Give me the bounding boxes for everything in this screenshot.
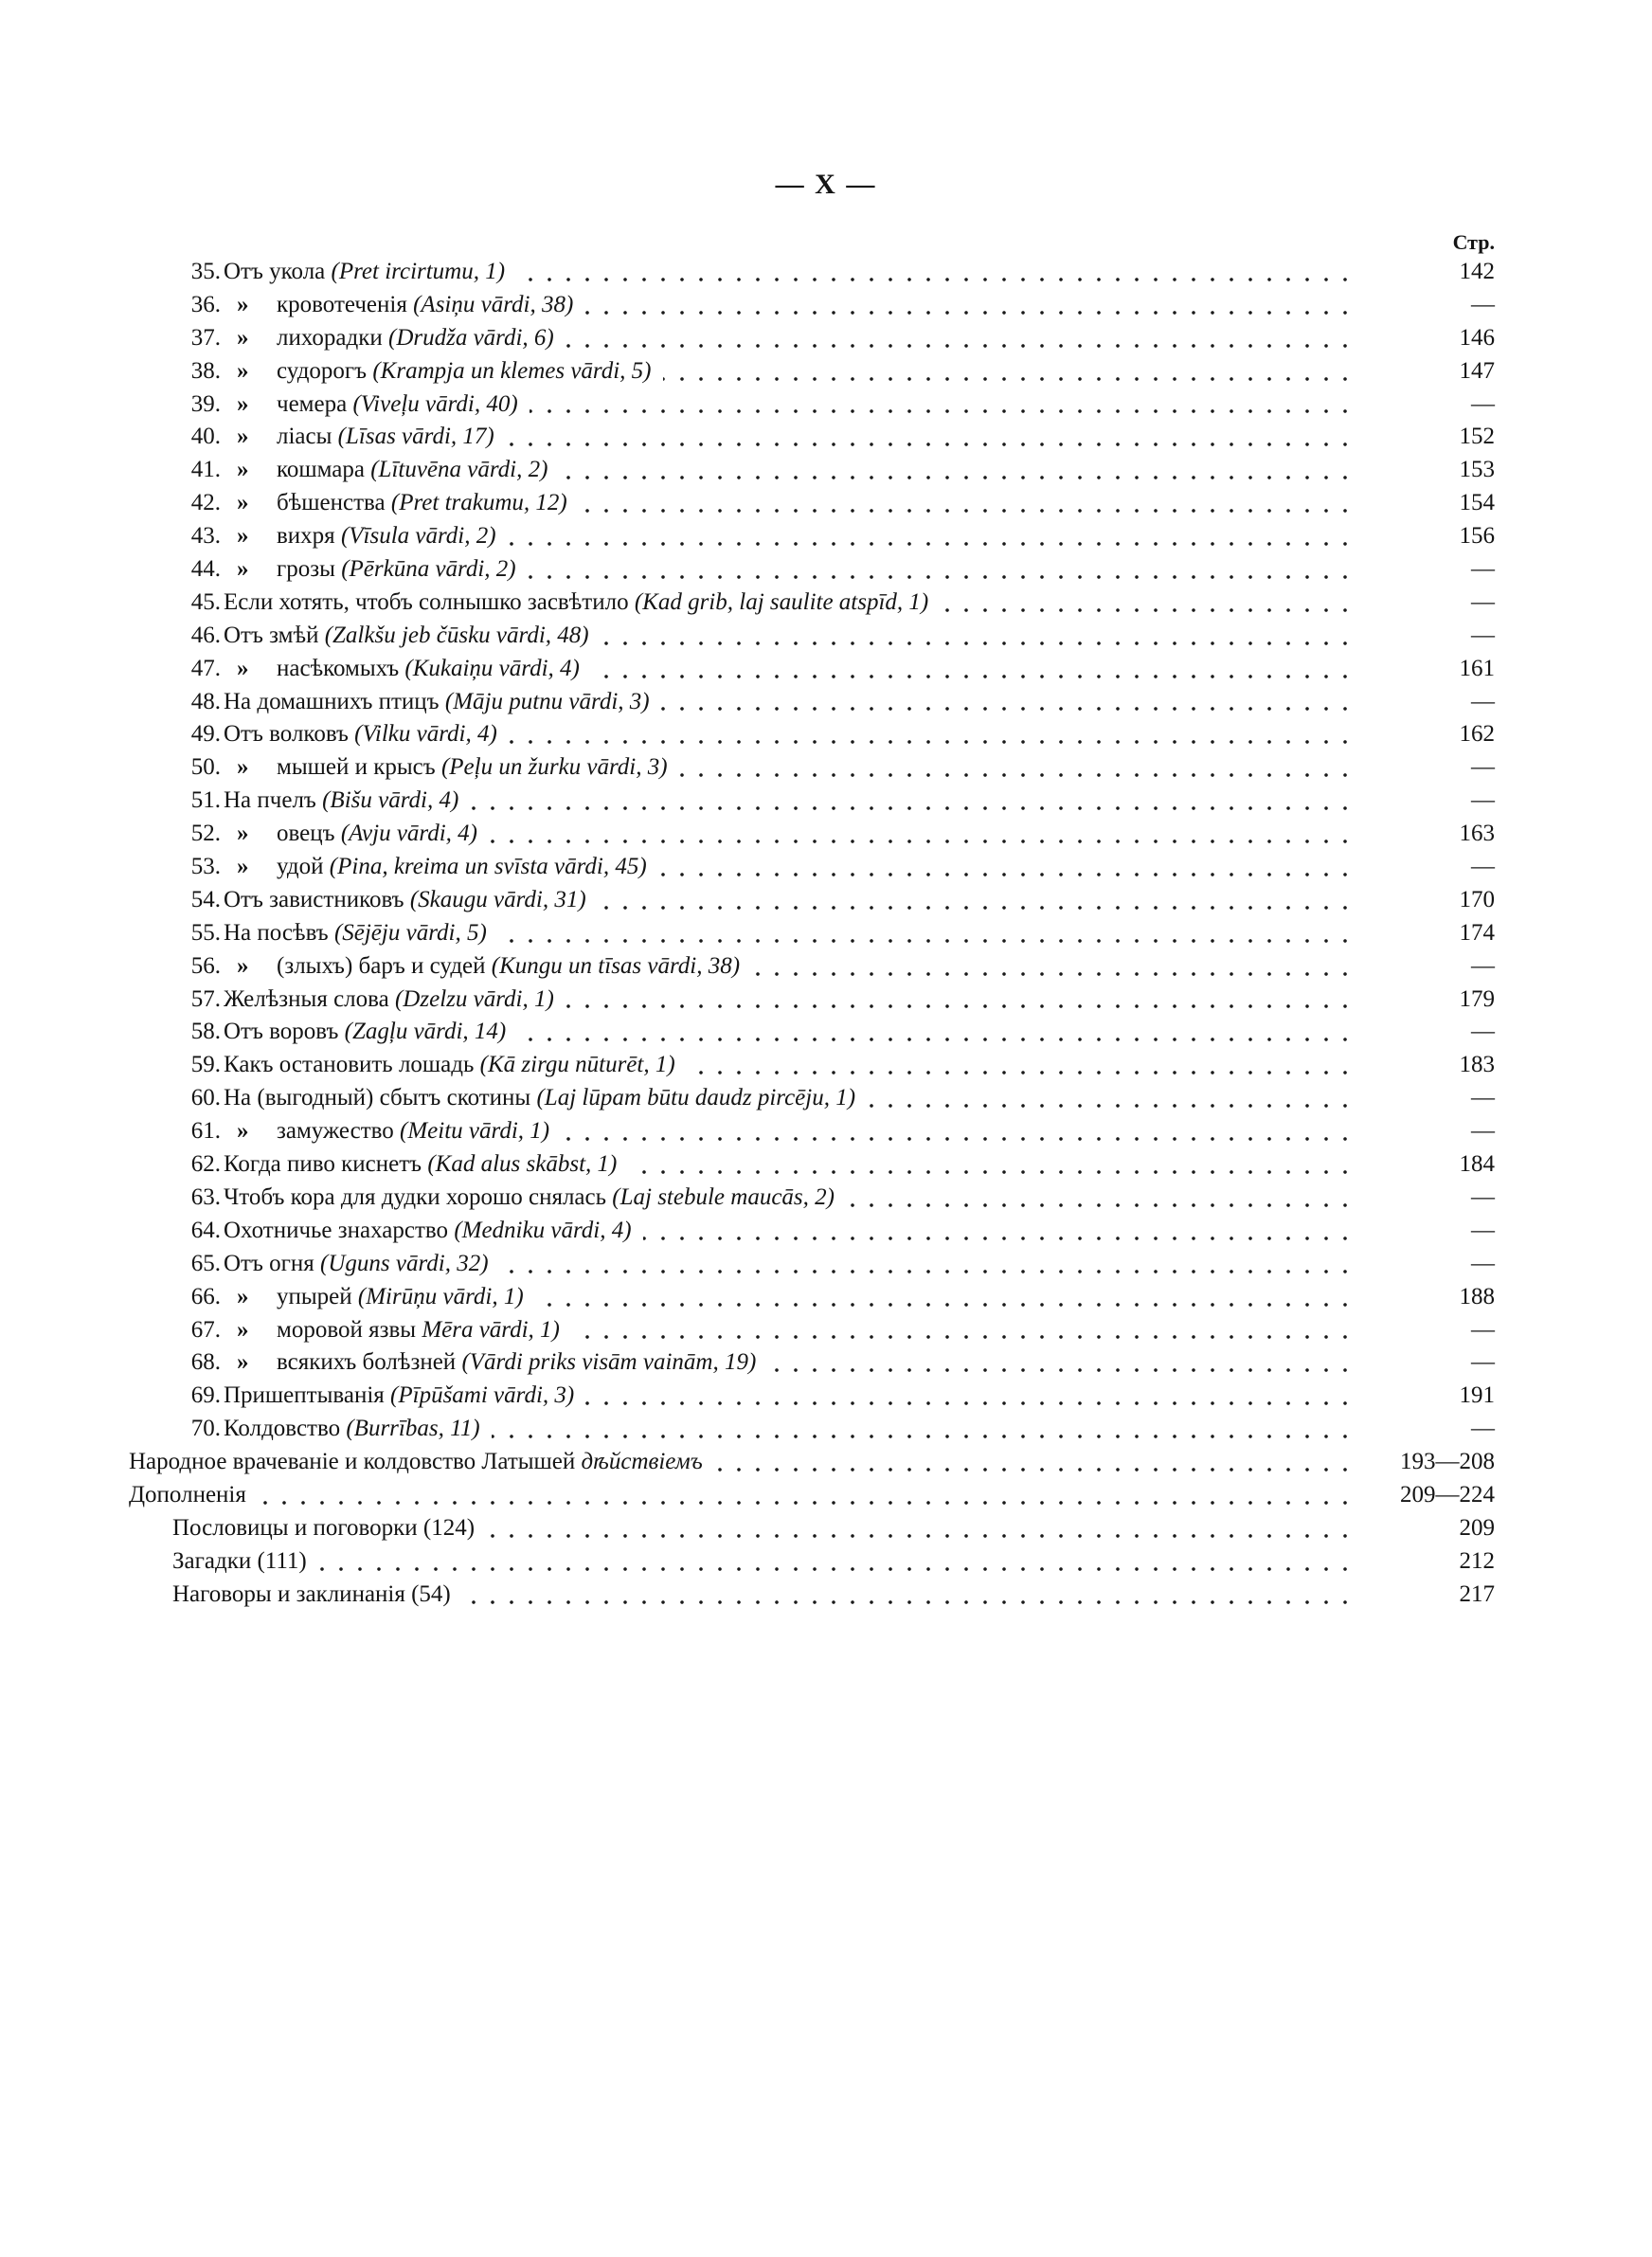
entry-page: — (1471, 588, 1495, 615)
entry-page: — (1471, 952, 1495, 979)
entry-page: — (1471, 1416, 1495, 1442)
entry-title (277, 388, 518, 422)
page-number-header: — X — (775, 169, 877, 200)
section-page-range: 193—208 (1400, 1449, 1495, 1475)
entry-number: 35. (190, 259, 221, 284)
entry-title (277, 950, 740, 984)
entry-title-russian: Отъ завистниковъ (224, 886, 404, 912)
entry-title-latvian: (Drudža vārdi, 6) (388, 324, 554, 351)
entry-number: 53. (190, 854, 221, 880)
toc-entry (0, 620, 1652, 653)
entry-page: 179 (1459, 985, 1495, 1012)
toc-entry (0, 454, 1652, 487)
entry-title (224, 686, 650, 719)
entry-title-latvian: (Burrības, 11) (346, 1416, 480, 1442)
ditto-mark: » (237, 424, 249, 450)
entry-title-latvian: (Kad alus skābst, 1) (427, 1151, 618, 1178)
entry-number: 69. (190, 1382, 221, 1409)
entry-page: 174 (1459, 919, 1495, 946)
entry-title (277, 355, 652, 388)
toc-subsection (0, 1579, 1652, 1612)
entry-number: 49. (190, 721, 221, 748)
entry-title-latvian: (Vārdi priks visām vainām, 19) (461, 1349, 757, 1376)
toc-entry (0, 553, 1652, 587)
entry-title-russian: кровотеченія (277, 291, 407, 317)
subsection-page: 212 (1459, 1547, 1495, 1574)
toc-entry (0, 355, 1652, 388)
dot-leader (940, 608, 1355, 612)
entry-title (224, 1049, 675, 1082)
entry-title-russian: грозы (277, 556, 335, 583)
dot-leader (867, 1104, 1355, 1108)
entry-title (277, 421, 494, 454)
entry-title (224, 1248, 489, 1281)
ditto-mark: » (237, 821, 249, 847)
entry-title-latvian: (Kukaiņu vārdi, 4) (404, 655, 580, 681)
dot-leader (509, 740, 1355, 744)
dot-leader (571, 1335, 1355, 1339)
entry-title-russian: Отъ огня (224, 1250, 314, 1276)
entry-title-latvian: (Laj stebule maucās, 2) (612, 1183, 835, 1210)
entry-page: — (1471, 1118, 1495, 1145)
toc-entry (0, 1049, 1652, 1082)
dot-leader (566, 1004, 1355, 1008)
ditto-mark: » (237, 1349, 249, 1376)
toc-entry (0, 984, 1652, 1017)
entry-title (224, 256, 505, 289)
entry-title-russian: Охотничье знахарство (224, 1217, 449, 1243)
dot-leader (601, 641, 1355, 645)
ditto-mark: » (237, 1283, 249, 1309)
entry-number: 52. (190, 821, 221, 847)
section-page-range: 209—224 (1400, 1481, 1495, 1508)
toc-entry (0, 785, 1652, 818)
entry-number: 62. (190, 1151, 221, 1178)
entry-title (224, 1082, 855, 1115)
entry-page: — (1471, 1085, 1495, 1111)
entry-number: 64. (190, 1217, 221, 1243)
toc-entry (0, 421, 1652, 454)
section-title-text: Народное врачеванiе и колдовство Латышей (129, 1449, 576, 1475)
entry-title-latvian: (Viveļu vārdi, 40) (352, 390, 518, 417)
entry-title-latvian: (Pīpūšami vārdi, 3) (390, 1382, 575, 1409)
entry-title (224, 1380, 574, 1413)
dot-leader (528, 575, 1355, 579)
dot-leader (489, 840, 1355, 843)
entry-title-latvian: (Skaugu vārdi, 31) (409, 886, 586, 912)
entry-title (277, 751, 668, 785)
toc-entry (0, 851, 1652, 884)
dot-leader (566, 344, 1355, 348)
toc-entry (0, 1115, 1652, 1148)
entry-title-latvian: (Kad grib, laj saulite atspīd, 1) (634, 588, 929, 615)
toc-entry (0, 289, 1652, 322)
entry-number: 57. (190, 985, 221, 1012)
toc-entry (0, 751, 1652, 785)
subsection-page: 209 (1459, 1514, 1495, 1541)
toc-entry (0, 1215, 1652, 1248)
entry-number: 45. (190, 588, 221, 615)
entry-title (224, 917, 487, 950)
entry-title (277, 1281, 524, 1314)
entry-title-latvian: (Lītuvēna vārdi, 2) (370, 457, 548, 483)
toc-entry (0, 1281, 1652, 1314)
toc-entry (0, 1248, 1652, 1281)
ditto-mark: » (237, 1316, 249, 1343)
ditto-mark: » (237, 754, 249, 781)
entry-number: 39. (190, 390, 221, 417)
dot-leader (508, 542, 1355, 546)
entry-title-latvian: Mēra vārdi, 1) (422, 1316, 560, 1343)
entry-title (224, 1413, 480, 1446)
toc-entry (0, 718, 1652, 751)
dot-leader (258, 1501, 1355, 1505)
entry-title-russian: На посѣвъ (224, 919, 329, 946)
entry-number: 66. (190, 1283, 221, 1309)
entry-title-latvian: (Pret ircirtumu, 1) (331, 259, 506, 284)
entry-number: 36. (190, 291, 221, 317)
entry-title (224, 587, 928, 620)
entry-page: — (1471, 1316, 1495, 1343)
entry-title-russian: вихря (277, 523, 335, 550)
entry-page: 163 (1459, 821, 1495, 847)
entry-title-russian: упырей (277, 1283, 352, 1309)
entry-title-latvian: (Kungu un tīsas vārdi, 38) (491, 952, 741, 979)
dot-leader (535, 1303, 1355, 1307)
dot-leader (767, 1368, 1355, 1372)
entry-title-russian: насѣкомыхъ (277, 655, 400, 681)
toc-entry (0, 1380, 1652, 1413)
toc-entry (0, 322, 1652, 355)
toc-entries (0, 256, 1652, 1446)
entry-title-latvian: (Zagļu vārdi, 14) (344, 1019, 507, 1045)
entry-title-russian: удой (277, 854, 324, 880)
toc-section (0, 1446, 1652, 1479)
toc-entry (0, 1346, 1652, 1380)
ditto-mark: » (237, 854, 249, 880)
entry-title-latvian: (Krampja un klemes vārdi, 5) (372, 357, 652, 384)
dot-leader (516, 278, 1355, 281)
dot-leader (486, 1534, 1355, 1538)
entry-title (277, 454, 548, 487)
entry-title (224, 1148, 617, 1182)
entry-title-russian: всякихъ болѣзней (277, 1349, 457, 1376)
entry-title-russian: судорогъ (277, 357, 368, 384)
entry-page: — (1471, 1349, 1495, 1376)
section-title (129, 1479, 246, 1512)
dot-leader (846, 1203, 1355, 1207)
entry-title (224, 718, 497, 751)
entry-number: 58. (190, 1019, 221, 1045)
entry-number: 48. (190, 688, 221, 714)
entry-title (224, 1182, 835, 1215)
entry-title (277, 289, 573, 322)
subsection-page: 217 (1459, 1580, 1495, 1607)
toc-subsections (0, 1512, 1652, 1612)
toc-subsection (0, 1545, 1652, 1579)
entry-page: — (1471, 1250, 1495, 1276)
toc-entry (0, 884, 1652, 917)
dot-leader (714, 1468, 1355, 1472)
dot-leader (530, 409, 1355, 413)
toc-sections (0, 1446, 1652, 1512)
entry-title-russian: Когда пиво киснетъ (224, 1151, 422, 1178)
table-of-contents (0, 256, 1652, 1612)
section-title-text: Дополненія (129, 1481, 246, 1508)
entry-title-russian: На домашнихъ птицъ (224, 688, 440, 714)
ditto-mark: » (237, 390, 249, 417)
entry-title-russian: замужество (277, 1118, 394, 1145)
dot-leader (579, 509, 1355, 513)
dot-leader (598, 906, 1355, 910)
entry-page: — (1471, 854, 1495, 880)
dot-leader (470, 806, 1355, 810)
entry-page: 183 (1459, 1052, 1495, 1078)
entry-title-russian: На пчелъ (224, 787, 316, 814)
entry-page: 153 (1459, 457, 1495, 483)
toc-entry (0, 587, 1652, 620)
entry-title-russian: моровой язвы (277, 1316, 417, 1343)
entry-page: — (1471, 390, 1495, 417)
entry-title-latvian: (Laj lūpam būtu daudz pircēju, 1) (536, 1085, 856, 1111)
ditto-mark: » (237, 952, 249, 979)
entry-title-latvian: (Pērkūna vārdi, 2) (341, 556, 516, 583)
entry-title-russian: мышей и крысъ (277, 754, 436, 781)
dot-leader (561, 1137, 1355, 1141)
dot-leader (585, 1401, 1355, 1405)
subsection-title: Наговоры и заклинанія (54) (172, 1580, 451, 1607)
toc-entry (0, 1413, 1652, 1446)
entry-title-latvian: (Māju putnu vārdi, 3) (444, 688, 650, 714)
entry-page: — (1471, 1183, 1495, 1210)
entry-title-russian: Какъ остановить лошадь (224, 1052, 475, 1078)
entry-title-russian: (злыхъ) баръ и судей (277, 952, 486, 979)
entry-title (277, 1314, 560, 1347)
dot-leader (517, 1038, 1355, 1041)
ditto-mark: » (237, 655, 249, 681)
toc-entry (0, 818, 1652, 851)
toc-entry (0, 487, 1652, 520)
dot-leader (506, 442, 1355, 446)
entry-number: 61. (190, 1118, 221, 1145)
ditto-mark: » (237, 523, 249, 550)
section-title-italic: дѣйствiемъ (581, 1449, 703, 1475)
entry-title-russian: Пришептыванія (224, 1382, 385, 1409)
subsection-title: Загадки (111) (172, 1547, 307, 1574)
entry-title-latvian: (Asiņu vārdi, 38) (413, 291, 574, 317)
entry-number: 67. (190, 1316, 221, 1343)
entry-page: — (1471, 291, 1495, 317)
toc-entry (0, 653, 1652, 686)
entry-page: 146 (1459, 324, 1495, 351)
entry-title (277, 553, 516, 587)
entry-title-latvian: (Sējēju vārdi, 5) (333, 919, 487, 946)
entry-title (224, 1016, 506, 1049)
entry-title (224, 785, 458, 818)
entry-title-russian: Отъ змѣй (224, 622, 319, 648)
dot-leader (584, 311, 1355, 315)
entry-page: 162 (1459, 721, 1495, 748)
entry-title (277, 851, 647, 884)
entry-number: 50. (190, 754, 221, 781)
dot-leader (628, 1170, 1355, 1174)
entry-title-latvian: (Pina, kreima un svīsta vārdi, 45) (329, 854, 647, 880)
section-title (129, 1446, 703, 1479)
entry-number: 40. (190, 424, 221, 450)
entry-title-russian: Отъ воровъ (224, 1019, 339, 1045)
entry-title (224, 620, 589, 653)
entry-page: — (1471, 1019, 1495, 1045)
entry-page: 147 (1459, 357, 1495, 384)
entry-number: 37. (190, 324, 221, 351)
entry-title-russian: бѣшенства (277, 490, 386, 516)
entry-title-latvian: (Avju vārdi, 4) (340, 821, 477, 847)
entry-page: 161 (1459, 655, 1495, 681)
entry-title-russian: Колдовство (224, 1416, 341, 1442)
entry-title (277, 1346, 756, 1380)
entry-number: 55. (190, 919, 221, 946)
entry-title-russian: Если хотять, чтобъ солнышко засвѣтило (224, 588, 629, 615)
entry-title-latvian: (Medniku vārdi, 4) (454, 1217, 632, 1243)
toc-entry (0, 917, 1652, 950)
dot-leader (500, 1270, 1355, 1273)
entry-title (277, 818, 477, 851)
entry-title (224, 984, 554, 1017)
entry-title-latvian: (Dzelzu vārdi, 1) (394, 985, 554, 1012)
toc-subsection (0, 1512, 1652, 1545)
entry-number: 70. (190, 1416, 221, 1442)
entry-title-latvian: (Meitu vārdi, 1) (400, 1118, 550, 1145)
dot-leader (318, 1567, 1355, 1571)
entry-title-latvian: (Vīsula vārdi, 2) (340, 523, 496, 550)
entry-page: 188 (1459, 1283, 1495, 1309)
toc-entry (0, 256, 1652, 289)
entry-number: 46. (190, 622, 221, 648)
ditto-mark: » (237, 291, 249, 317)
dot-leader (591, 675, 1355, 678)
entry-title-russian: ліасы (277, 424, 332, 450)
entry-page: 170 (1459, 886, 1495, 912)
entry-title-russian: На (выгодный) сбытъ скотины (224, 1085, 531, 1111)
toc-entry (0, 1016, 1652, 1049)
entry-title (277, 322, 554, 355)
entry-title-latvian: (Līsas vārdi, 17) (337, 424, 494, 450)
entry-title (277, 1115, 549, 1148)
entry-number: 47. (190, 655, 221, 681)
entry-page: — (1471, 688, 1495, 714)
page-column-label: Стр. (1452, 230, 1495, 254)
entry-title-latvian: (Uguns vārdi, 32) (320, 1250, 489, 1276)
dot-leader (661, 707, 1355, 711)
entry-title-latvian: (Peļu un žurku vārdi, 3) (440, 754, 668, 781)
entry-number: 60. (190, 1085, 221, 1111)
entry-title (224, 884, 586, 917)
entry-number: 59. (190, 1052, 221, 1078)
toc-entry (0, 1148, 1652, 1182)
entry-page: — (1471, 754, 1495, 781)
entry-title-latvian: (Zalkšu jeb čūsku vārdi, 48) (324, 622, 589, 648)
dot-leader (492, 1435, 1355, 1438)
toc-entry (0, 686, 1652, 719)
dot-leader (643, 1237, 1355, 1240)
entry-title-russian: Желѣзныя слова (224, 985, 389, 1012)
entry-page: 152 (1459, 424, 1495, 450)
entry-page: 184 (1459, 1151, 1495, 1178)
dot-leader (658, 873, 1355, 876)
entry-title (277, 520, 496, 553)
entry-title (277, 487, 567, 520)
toc-entry (0, 1082, 1652, 1115)
subsection-title: Пословицы и поговорки (124) (172, 1514, 476, 1541)
ditto-mark: » (237, 490, 249, 516)
dot-leader (663, 377, 1355, 381)
toc-entry (0, 950, 1652, 984)
entry-number: 56. (190, 952, 221, 979)
ditto-mark: » (237, 556, 249, 583)
ditto-mark: » (237, 357, 249, 384)
entry-number: 54. (190, 886, 221, 912)
entry-number: 43. (190, 523, 221, 550)
ditto-mark: » (237, 1118, 249, 1145)
toc-entry (0, 1182, 1652, 1215)
dot-leader (559, 476, 1355, 479)
entry-number: 68. (190, 1349, 221, 1376)
entry-title-russian: овецъ (277, 821, 335, 847)
entry-title-latvian: (Kā zirgu nūturēt, 1) (479, 1052, 675, 1078)
entry-title-russian: Отъ волковъ (224, 721, 349, 748)
entry-page: 191 (1459, 1382, 1495, 1409)
entry-page: 156 (1459, 523, 1495, 550)
entry-page: — (1471, 622, 1495, 648)
entry-title-russian: Отъ укола (224, 259, 326, 284)
toc-entry (0, 520, 1652, 553)
toc-section (0, 1479, 1652, 1512)
entry-title-russian: чемера (277, 390, 348, 417)
ditto-mark: » (237, 457, 249, 483)
toc-entry (0, 1314, 1652, 1347)
entry-title (224, 1215, 632, 1248)
entry-title-russian: Чтобъ кора для дудки хорошо снялась (224, 1183, 607, 1210)
entry-number: 51. (190, 787, 221, 814)
entry-title-latvian: (Vilku vārdi, 4) (354, 721, 497, 748)
entry-number: 65. (190, 1250, 221, 1276)
entry-page: — (1471, 556, 1495, 583)
entry-page: — (1471, 787, 1495, 814)
entry-page: 142 (1459, 259, 1495, 284)
entry-number: 44. (190, 556, 221, 583)
dot-leader (751, 972, 1355, 976)
dot-leader (679, 773, 1355, 777)
entry-page: 154 (1459, 490, 1495, 516)
entry-number: 41. (190, 457, 221, 483)
dot-leader (462, 1600, 1355, 1604)
entry-number: 38. (190, 357, 221, 384)
entry-title-latvian: (Pret trakumu, 12) (390, 490, 567, 516)
entry-number: 63. (190, 1183, 221, 1210)
entry-title-latvian: (Mirūņu vārdi, 1) (357, 1283, 524, 1309)
ditto-mark: » (237, 324, 249, 351)
dot-leader (498, 939, 1355, 943)
entry-title-latvian: (Bišu vārdi, 4) (322, 787, 459, 814)
entry-title (277, 653, 580, 686)
entry-number: 42. (190, 490, 221, 516)
entry-title-russian: кошмара (277, 457, 365, 483)
entry-title-russian: лихорадки (277, 324, 383, 351)
toc-entry (0, 388, 1652, 422)
dot-leader (687, 1071, 1355, 1074)
entry-page: — (1471, 1217, 1495, 1243)
